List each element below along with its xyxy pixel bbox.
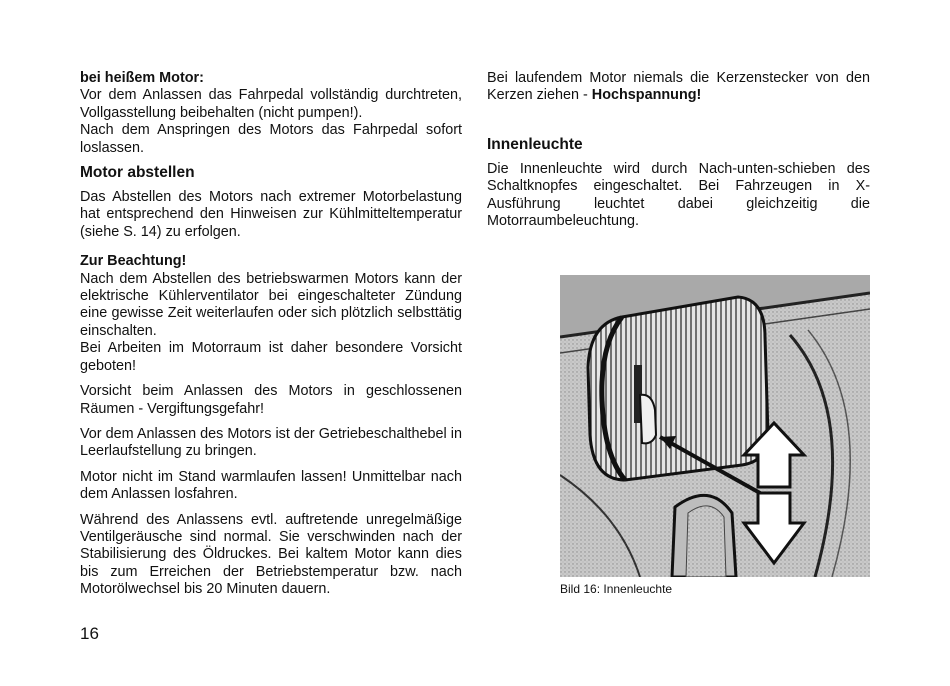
interior-light-illustration <box>560 275 870 577</box>
attention-title: Zur Beachtung! <box>80 253 187 270</box>
spark-plug-warning <box>487 70 870 105</box>
warning-no-idle-warmup: Motor nicht im Stand warmlaufen lassen! Unmittelbar nach dem Anlassen losfahren. <box>80 468 462 503</box>
right-column <box>487 70 870 230</box>
interior-light-drawing <box>560 275 870 577</box>
attention-text-1: Nach dem Abstellen des betriebswarmen Motors kann der elektrische Kühlerventilator bei eingeschalteter Zündung eine gewisse Zeit weiterlaufen oder sich plötzlich selbsttätig einschalten. <box>80 270 462 339</box>
high-voltage-label: Hochspannung! <box>591 87 702 104</box>
warning-valve-noise: Während des Anlassens evtl. auftretende unregelmäßige Ventilgeräusche sind normal. Sie verschwinden nach der Stabilisierung des Öldruckes. Bei kaltem Motor kann dies bis zum Erreichen der Betriebstemperatur bzw. nach Motorölwechsel bis 20 Minuten dauern. <box>80 511 462 598</box>
interior-light-heading: Innenleuchte <box>487 135 583 153</box>
hot-engine-text-1: Vor dem Anlassen das Fahrpedal vollständig durchtreten, Vollgasstellung beibehalten (nicht pumpen!). <box>80 87 462 121</box>
left-column <box>80 70 462 599</box>
page-number: 16 <box>80 624 99 643</box>
hot-engine-text-2: Nach dem Anspringen des Motors das Fahrpedal sofort loslassen. <box>80 122 462 156</box>
hot-engine-title: bei heißem Motor: <box>80 70 204 86</box>
warning-neutral-gear: Vor dem Anlassen des Motors ist der Getriebeschalthebel in Leerlaufstellung zu bringen. <box>80 425 462 460</box>
warning-closed-rooms: Vorsicht beim Anlassen des Motors in geschlossenen Räumen - Vergiftungsgefahr! <box>80 383 462 417</box>
interior-light-text: Die Innenleuchte wird durch Nach-unten-schieben des Schaltknopfes eingeschaltet. Bei Fahrzeugen in X-Ausführung leuchtet dabei gleichzeitig die Motorraumbeleuchtung. <box>487 160 870 230</box>
stop-engine-text: Das Abstellen des Motors nach extremer Motorbelastung hat entsprechend den Hinweisen zur Kühlmitteltemperatur (siehe S. 14) zu erfolgen. <box>80 189 462 240</box>
figure-caption: Bild 16: Innenleuchte <box>560 582 673 596</box>
spark-plug-text: Bei laufendem Motor niemals die Kerzenstecker von den Kerzen ziehen - <box>487 70 870 104</box>
attention-text-2: Bei Arbeiten im Motorraum ist daher besondere Vorsicht geboten! <box>80 340 462 374</box>
stop-engine-heading: Motor abstellen <box>80 164 195 182</box>
